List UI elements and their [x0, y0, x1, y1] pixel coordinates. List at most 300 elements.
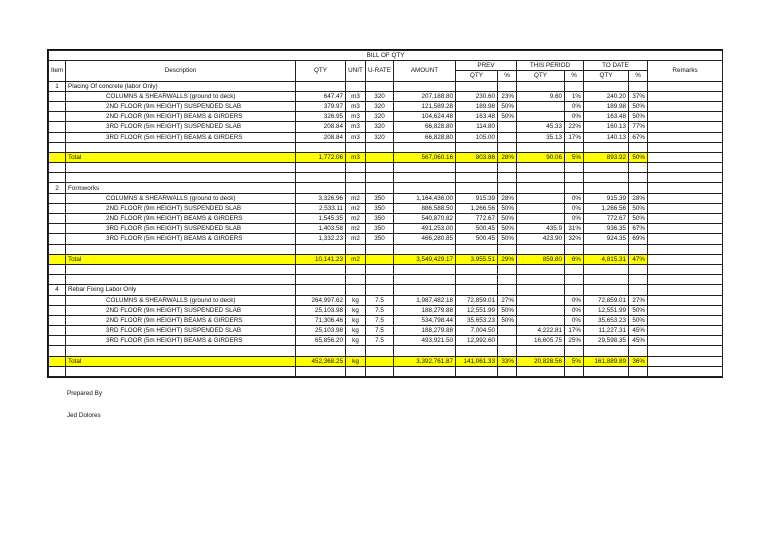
- row-unit: m3: [346, 101, 366, 111]
- total-td-qty: 161,889.89: [584, 356, 629, 366]
- row-tp-pct: 0%: [565, 295, 584, 305]
- row-td-qty: 12,551.99: [584, 305, 629, 315]
- empty-cell: [584, 275, 629, 285]
- empty-cell: [456, 366, 498, 376]
- row-tp-qty: 4,222.81: [517, 326, 565, 336]
- empty-cell: [565, 244, 584, 254]
- row-remarks: [648, 203, 723, 213]
- empty-cell: [565, 183, 584, 193]
- header-description: Description: [66, 61, 296, 81]
- row-qty: 71,306.46: [296, 315, 346, 325]
- row-prev-pct: 50%: [498, 234, 517, 244]
- row-prev-qty: 230.60: [456, 91, 498, 101]
- total-td-pct: 47%: [629, 254, 648, 264]
- row-tp-pct: 0%: [565, 315, 584, 325]
- total-urate: [366, 152, 394, 162]
- row-prev-pct: 50%: [498, 224, 517, 234]
- header-item: Item: [49, 61, 66, 81]
- empty-cell: [346, 183, 366, 193]
- empty-cell: [456, 285, 498, 295]
- row-remarks: [648, 112, 723, 122]
- row-amount: 1,164,436.00: [394, 193, 456, 203]
- row-td-pct: 50%: [629, 203, 648, 213]
- section-name: Placing Of concrete (labor Only): [66, 81, 296, 91]
- empty-cell: [648, 163, 723, 173]
- row-description: COLUMNS & SHEARWALLS (ground to deck): [66, 193, 296, 203]
- item-cell: [49, 305, 66, 315]
- spacer-row: [49, 346, 723, 356]
- row-prev-qty: 12,992.60: [456, 336, 498, 346]
- row-description: 3RD FLOOR (5m HEIGHT) SUSPENDED SLAB: [66, 326, 296, 336]
- row-tp-qty: [517, 193, 565, 203]
- empty-cell: [296, 183, 346, 193]
- empty-cell: [366, 285, 394, 295]
- row-tp-pct: 22%: [565, 122, 584, 132]
- spacer-row: [49, 173, 723, 183]
- row-tp-qty: [517, 203, 565, 213]
- row-urate: 320: [366, 112, 394, 122]
- table-row: [49, 315, 723, 325]
- table-row: [49, 336, 723, 346]
- empty-cell: [66, 142, 296, 152]
- empty-cell: [346, 285, 366, 295]
- empty-cell: [49, 275, 66, 285]
- row-prev-qty: 1,266.56: [456, 203, 498, 213]
- row-prev-qty: 7,004.50: [456, 326, 498, 336]
- header-td-qty: QTY: [584, 71, 629, 81]
- row-td-qty: 189.98: [584, 101, 629, 111]
- empty-cell: [346, 366, 366, 376]
- section-name: Formworks: [66, 183, 296, 193]
- row-td-qty: 140.13: [584, 132, 629, 142]
- row-unit: kg: [346, 315, 366, 325]
- item-cell: [49, 224, 66, 234]
- empty-cell: [629, 264, 648, 274]
- row-qty: 25,103.98: [296, 326, 346, 336]
- total-td-pct: 50%: [629, 152, 648, 162]
- empty-cell: [394, 346, 456, 356]
- total-unit: kg: [346, 356, 366, 366]
- header-unit: UNIT: [346, 61, 366, 81]
- row-description: 2ND FLOOR (9m HEIGHT) SUSPENDED SLAB: [66, 203, 296, 213]
- row-tp-pct: 32%: [565, 234, 584, 244]
- total-item-cell: [49, 254, 66, 264]
- empty-cell: [565, 142, 584, 152]
- total-prev-qty: 3,955.51: [456, 254, 498, 264]
- empty-cell: [565, 264, 584, 274]
- empty-cell: [394, 81, 456, 91]
- empty-cell: [346, 264, 366, 274]
- total-qty: 452,368.25: [296, 356, 346, 366]
- row-remarks: [648, 122, 723, 132]
- row-urate: 7.5: [366, 305, 394, 315]
- item-cell: [49, 295, 66, 305]
- empty-cell: [296, 264, 346, 274]
- row-td-pct: 27%: [629, 295, 648, 305]
- row-amount: 540,870.82: [394, 214, 456, 224]
- total-prev-pct: 33%: [498, 356, 517, 366]
- empty-cell: [648, 366, 723, 376]
- row-description: 3RD FLOOR (5m HEIGHT) SUSPENDED SLAB: [66, 122, 296, 132]
- total-item-cell: [49, 152, 66, 162]
- row-td-qty: 936.35: [584, 224, 629, 234]
- row-description: 2ND FLOOR (9m HEIGHT) SUSPENDED SLAB: [66, 101, 296, 111]
- empty-cell: [498, 264, 517, 274]
- total-qty: 10,141.23: [296, 254, 346, 264]
- empty-cell: [517, 264, 565, 274]
- row-unit: m2: [346, 203, 366, 213]
- total-qty: 1,772.06: [296, 152, 346, 162]
- row-td-pct: 28%: [629, 193, 648, 203]
- row-tp-pct: 25%: [565, 336, 584, 346]
- total-row: [49, 356, 723, 366]
- row-prev-pct: [498, 122, 517, 132]
- row-urate: 320: [366, 101, 394, 111]
- table-row: [49, 203, 723, 213]
- empty-cell: [584, 366, 629, 376]
- total-label: Total: [66, 152, 296, 162]
- empty-cell: [456, 183, 498, 193]
- empty-cell: [366, 173, 394, 183]
- row-tp-pct: 17%: [565, 132, 584, 142]
- empty-cell: [565, 285, 584, 295]
- row-description: 2ND FLOOR (9m HEIGHT) SUSPENDED SLAB: [66, 305, 296, 315]
- empty-cell: [49, 366, 66, 376]
- table-row: [49, 101, 723, 111]
- row-td-qty: 163.48: [584, 112, 629, 122]
- row-prev-qty: 72,859.01: [456, 295, 498, 305]
- empty-cell: [584, 183, 629, 193]
- row-tp-pct: 0%: [565, 214, 584, 224]
- empty-cell: [296, 346, 346, 356]
- row-qty: 208.84: [296, 132, 346, 142]
- row-description: 3RD FLOOR (5m HEIGHT) BEAMS & GIRDERS: [66, 234, 296, 244]
- item-cell: [49, 91, 66, 101]
- row-amount: 493,921.50: [394, 336, 456, 346]
- row-prev-qty: 772.67: [456, 214, 498, 224]
- empty-cell: [346, 244, 366, 254]
- empty-cell: [66, 275, 296, 285]
- empty-cell: [498, 275, 517, 285]
- item-cell: [49, 193, 66, 203]
- row-amount: 1,987,482.18: [394, 295, 456, 305]
- empty-cell: [584, 285, 629, 295]
- row-td-qty: 1,266.56: [584, 203, 629, 213]
- empty-cell: [394, 366, 456, 376]
- total-label: Total: [66, 254, 296, 264]
- row-unit: m2: [346, 224, 366, 234]
- empty-cell: [584, 346, 629, 356]
- total-row: [49, 254, 723, 264]
- row-tp-pct: 0%: [565, 101, 584, 111]
- row-urate: 350: [366, 193, 394, 203]
- row-prev-pct: 50%: [498, 305, 517, 315]
- empty-cell: [498, 285, 517, 295]
- row-td-pct: 67%: [629, 132, 648, 142]
- row-remarks: [648, 315, 723, 325]
- total-td-pct: 36%: [629, 356, 648, 366]
- empty-cell: [648, 285, 723, 295]
- spacer-row: [49, 142, 723, 152]
- row-tp-qty: 9.60: [517, 91, 565, 101]
- empty-cell: [498, 346, 517, 356]
- empty-cell: [456, 163, 498, 173]
- section-heading-row: [49, 285, 723, 295]
- row-unit: kg: [346, 336, 366, 346]
- row-prev-pct: 50%: [498, 315, 517, 325]
- row-td-pct: 45%: [629, 326, 648, 336]
- row-tp-pct: 0%: [565, 305, 584, 315]
- empty-cell: [584, 163, 629, 173]
- empty-cell: [648, 81, 723, 91]
- row-td-qty: 35,653.23: [584, 315, 629, 325]
- total-urate: [366, 356, 394, 366]
- total-td-qty: 4,815.31: [584, 254, 629, 264]
- header-amount: AMOUNT: [394, 61, 456, 81]
- row-description: 3RD FLOOR (5m HEIGHT) SUSPENDED SLAB: [66, 224, 296, 234]
- row-unit: m2: [346, 214, 366, 224]
- row-description: 2ND FLOOR (9m HEIGHT) BEAMS & GIRDERS: [66, 315, 296, 325]
- row-tp-qty: 45.33: [517, 122, 565, 132]
- row-tp-qty: [517, 112, 565, 122]
- header-to-date: TO DATE: [584, 61, 648, 71]
- empty-cell: [456, 275, 498, 285]
- empty-cell: [584, 264, 629, 274]
- empty-cell: [296, 366, 346, 376]
- row-remarks: [648, 132, 723, 142]
- empty-cell: [366, 346, 394, 356]
- empty-cell: [629, 366, 648, 376]
- empty-cell: [346, 163, 366, 173]
- row-urate: 320: [366, 132, 394, 142]
- spacer-row: [49, 244, 723, 254]
- total-remarks: [648, 254, 723, 264]
- table-row: [49, 91, 723, 101]
- header-this-period: THIS PERIOD: [517, 61, 584, 71]
- row-remarks: [648, 193, 723, 203]
- empty-cell: [648, 275, 723, 285]
- row-tp-pct: 0%: [565, 193, 584, 203]
- total-label: Total: [66, 356, 296, 366]
- empty-cell: [498, 163, 517, 173]
- empty-cell: [584, 81, 629, 91]
- empty-cell: [565, 173, 584, 183]
- empty-cell: [629, 244, 648, 254]
- row-prev-qty: 114.80: [456, 122, 498, 132]
- empty-cell: [584, 244, 629, 254]
- empty-cell: [394, 285, 456, 295]
- empty-cell: [498, 142, 517, 152]
- row-urate: 7.5: [366, 315, 394, 325]
- header-tp-pct: %: [565, 71, 584, 81]
- empty-cell: [456, 264, 498, 274]
- total-amount: 3,549,429.17: [394, 254, 456, 264]
- bill-of-qty-sheet: [47, 49, 723, 378]
- row-td-qty: 29,598.35: [584, 336, 629, 346]
- row-amount: 466,280.85: [394, 234, 456, 244]
- empty-cell: [49, 346, 66, 356]
- row-remarks: [648, 234, 723, 244]
- row-qty: 1,403.58: [296, 224, 346, 234]
- row-td-pct: 50%: [629, 214, 648, 224]
- row-prev-qty: 12,551.99: [456, 305, 498, 315]
- row-qty: 379.97: [296, 101, 346, 111]
- row-tp-qty: 16,605.75: [517, 336, 565, 346]
- empty-cell: [66, 244, 296, 254]
- item-cell: [49, 203, 66, 213]
- table-row: [49, 295, 723, 305]
- row-unit: kg: [346, 305, 366, 315]
- total-tp-pct: 6%: [565, 254, 584, 264]
- row-tp-qty: 35.13: [517, 132, 565, 142]
- empty-cell: [517, 142, 565, 152]
- row-urate: 7.5: [366, 295, 394, 305]
- empty-cell: [49, 264, 66, 274]
- row-td-qty: 240.20: [584, 91, 629, 101]
- empty-cell: [394, 173, 456, 183]
- row-unit: m3: [346, 122, 366, 132]
- total-unit: m3: [346, 152, 366, 162]
- row-remarks: [648, 224, 723, 234]
- empty-cell: [366, 366, 394, 376]
- empty-cell: [517, 366, 565, 376]
- empty-cell: [517, 163, 565, 173]
- empty-cell: [629, 173, 648, 183]
- row-amount: 104,624.48: [394, 112, 456, 122]
- row-urate: 7.5: [366, 336, 394, 346]
- empty-cell: [629, 183, 648, 193]
- row-td-qty: 72,859.01: [584, 295, 629, 305]
- row-remarks: [648, 295, 723, 305]
- table-title: BILL OF QTY: [49, 51, 723, 61]
- row-amount: 188,279.88: [394, 305, 456, 315]
- row-qty: 1,545.35: [296, 214, 346, 224]
- row-prev-qty: 105.00: [456, 132, 498, 142]
- item-cell: [49, 336, 66, 346]
- row-prev-qty: 163.48: [456, 112, 498, 122]
- empty-cell: [366, 264, 394, 274]
- row-qty: 3,326.96: [296, 193, 346, 203]
- empty-cell: [296, 285, 346, 295]
- row-td-qty: 772.67: [584, 214, 629, 224]
- empty-cell: [66, 346, 296, 356]
- empty-cell: [517, 183, 565, 193]
- empty-cell: [346, 81, 366, 91]
- empty-cell: [49, 142, 66, 152]
- row-qty: 264,997.62: [296, 295, 346, 305]
- empty-cell: [498, 81, 517, 91]
- row-qty: 326.95: [296, 112, 346, 122]
- table-row: [49, 305, 723, 315]
- row-prev-pct: 27%: [498, 295, 517, 305]
- table-row: [49, 132, 723, 142]
- row-urate: 350: [366, 224, 394, 234]
- spacer-row: [49, 264, 723, 274]
- item-cell: [49, 326, 66, 336]
- row-qty: 25,103.98: [296, 305, 346, 315]
- row-amount: 491,253.00: [394, 224, 456, 234]
- empty-cell: [517, 244, 565, 254]
- empty-cell: [66, 264, 296, 274]
- empty-cell: [565, 346, 584, 356]
- row-amount: 886,588.50: [394, 203, 456, 213]
- header-td-pct: %: [629, 71, 648, 81]
- empty-cell: [648, 346, 723, 356]
- empty-cell: [498, 244, 517, 254]
- empty-cell: [629, 275, 648, 285]
- total-tp-qty: 20,828.56: [517, 356, 565, 366]
- header-remarks: Remarks: [648, 61, 723, 81]
- empty-cell: [366, 81, 394, 91]
- row-remarks: [648, 91, 723, 101]
- empty-cell: [394, 183, 456, 193]
- header-prev-qty: QTY: [456, 71, 498, 81]
- total-amount: 3,392,761.87: [394, 356, 456, 366]
- row-td-pct: 50%: [629, 112, 648, 122]
- row-tp-qty: [517, 305, 565, 315]
- empty-cell: [366, 275, 394, 285]
- empty-cell: [565, 163, 584, 173]
- section-number: 2: [49, 183, 66, 193]
- row-description: 2ND FLOOR (9m HEIGHT) BEAMS & GIRDERS: [66, 112, 296, 122]
- row-remarks: [648, 214, 723, 224]
- table-row: [49, 224, 723, 234]
- empty-cell: [394, 264, 456, 274]
- row-td-pct: 67%: [629, 224, 648, 234]
- row-prev-qty: 915.39: [456, 193, 498, 203]
- total-amount: 567,060.16: [394, 152, 456, 162]
- empty-cell: [456, 244, 498, 254]
- empty-cell: [49, 244, 66, 254]
- row-td-qty: 160.13: [584, 122, 629, 132]
- row-prev-qty: 500.45: [456, 234, 498, 244]
- empty-cell: [296, 275, 346, 285]
- empty-cell: [584, 173, 629, 183]
- row-prev-pct: 50%: [498, 214, 517, 224]
- empty-cell: [296, 173, 346, 183]
- row-unit: m3: [346, 112, 366, 122]
- row-qty: 65,856.20: [296, 336, 346, 346]
- item-cell: [49, 112, 66, 122]
- row-qty: 1,332.23: [296, 234, 346, 244]
- empty-cell: [346, 173, 366, 183]
- section-heading-row: [49, 81, 723, 91]
- empty-cell: [565, 275, 584, 285]
- empty-cell: [66, 163, 296, 173]
- row-prev-qty: 189.98: [456, 101, 498, 111]
- row-urate: 350: [366, 214, 394, 224]
- total-prev-pct: 28%: [498, 152, 517, 162]
- row-unit: m2: [346, 193, 366, 203]
- row-tp-pct: 1%: [565, 91, 584, 101]
- section-number: 4: [49, 285, 66, 295]
- row-prev-pct: [498, 132, 517, 142]
- row-tp-qty: [517, 295, 565, 305]
- total-urate: [366, 254, 394, 264]
- row-prev-pct: 23%: [498, 91, 517, 101]
- empty-cell: [517, 81, 565, 91]
- bill-of-qty-table: [48, 50, 723, 377]
- empty-cell: [517, 173, 565, 183]
- empty-cell: [456, 346, 498, 356]
- row-amount: 534,798.44: [394, 315, 456, 325]
- row-remarks: [648, 101, 723, 111]
- row-amount: 188,279.88: [394, 326, 456, 336]
- empty-cell: [366, 163, 394, 173]
- empty-cell: [346, 275, 366, 285]
- empty-cell: [296, 142, 346, 152]
- preparer-name: Jed Dolores: [67, 412, 101, 419]
